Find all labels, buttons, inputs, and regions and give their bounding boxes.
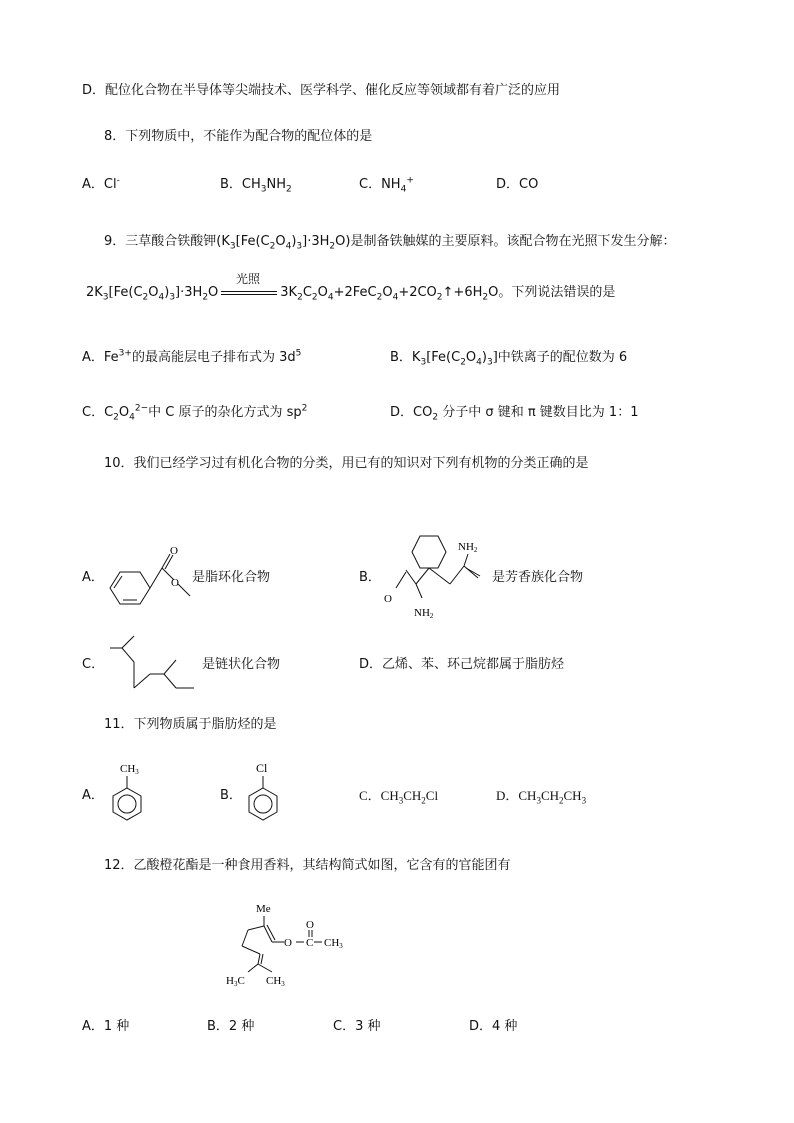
svg-text:H3C: H3C xyxy=(226,975,245,988)
question-10-option-c-label: C． xyxy=(82,657,105,672)
question-10-option-d: D．乙烯、苯、环己烷都属于脂肪烃 xyxy=(359,657,565,672)
question-10-option-a-text: 是脂环化合物 xyxy=(192,570,271,585)
question-12-option-c: C．3 种 xyxy=(333,1019,381,1034)
svg-text:NH2: NH2 xyxy=(458,541,478,554)
svg-text:NH2: NH2 xyxy=(414,607,434,620)
question-12-option-d: D．4 种 xyxy=(469,1019,518,1034)
question-9-stem: 9．三草酸合铁酸钾$(K_3[Fe(C_2O_4)_3]\cdot 3H_2O)$是制备铁触媒的主要原料。该配合物在光照下发生分解： xyxy=(104,234,676,252)
question-12-option-a: A．1 种 xyxy=(82,1019,130,1034)
toluene-structure xyxy=(104,758,154,830)
question-10-option-b-label: B． xyxy=(359,570,381,585)
question-9-equation: $2K_3[Fe(C_2O_4)_3]\cdot 3H_2O$ $3K_2C_2O_4+2FeC_2O_4+2CO_2↑+6H_2O$。下列说法错误的是 xyxy=(86,285,616,303)
equation-condition: 光照 xyxy=(236,272,261,286)
svg-text:CH3: CH3 xyxy=(120,763,139,776)
question-8-option-c: C．$NH_4^+$ xyxy=(359,175,414,195)
cyclohexane-amide-structure xyxy=(380,530,495,622)
svg-text:O: O xyxy=(306,919,314,931)
question-8-option-b: B．$CH_3NH_2$ xyxy=(220,177,292,195)
question-10-option-a-label: A． xyxy=(82,570,104,585)
svg-text:O: O xyxy=(384,593,392,605)
svg-text:CH3: CH3 xyxy=(324,937,343,950)
question-11-option-b-label: B． xyxy=(220,788,242,803)
question-8-option-a: A．Cl- xyxy=(82,175,120,192)
question-12-stem: 12．乙酸橙花酯是一种食用香料，其结构简式如图，它含有的官能团有 xyxy=(104,858,511,873)
svg-text:Me: Me xyxy=(256,903,271,915)
question-10-stem: 10．我们已经学习过有机化合物的分类，用已有的知识对下列有机物的分类正确的是 xyxy=(104,456,589,471)
question-8-stem: 8．下列物质中，不能作为配合物的配位体的是 xyxy=(104,129,373,144)
svg-text:CH3: CH3 xyxy=(266,975,285,988)
question-8-option-d: D．CO xyxy=(496,177,539,192)
question-12-option-b: B．2 种 xyxy=(207,1019,255,1034)
methyl-phenylacetate-structure xyxy=(104,538,196,610)
question-7-option-d: D．配位化合物在半导体等尖端技术、医学科学、催化反应等领域都有着广泛的应用 xyxy=(82,83,561,98)
branched-alkane-structure xyxy=(104,634,200,696)
svg-text:O: O xyxy=(171,577,179,589)
question-10-option-b-text: 是芳香族化合物 xyxy=(492,570,584,585)
svg-text:Cl: Cl xyxy=(256,761,268,775)
question-10-option-c-text: 是链状化合物 xyxy=(202,657,281,672)
question-11-option-a-label: A． xyxy=(82,788,104,803)
question-9-option-b: B．$K_3[Fe(C_2O_4)_3]$中铁离子的配位数为 6 xyxy=(390,350,628,368)
svg-text:O: O xyxy=(170,545,178,557)
question-9-option-d: D．$CO_2$ 分子中 σ 键和 π 键数目比为 1：1 xyxy=(390,405,639,423)
question-11-option-c: C．$CH_3CH_2Cl$ xyxy=(359,788,439,806)
chlorobenzene-structure xyxy=(240,758,290,830)
question-11-stem: 11．下列物质属于脂肪烃的是 xyxy=(104,717,277,732)
question-11-option-d: D．$CH_3CH_2CH_3$ xyxy=(496,788,587,806)
svg-text:O: O xyxy=(284,937,292,949)
question-9-option-c: C．$C_2O_4^{2-}$中 C 原子的杂化方式为 $sp^2$ xyxy=(82,403,308,423)
neryl-acetate-structure xyxy=(222,898,362,992)
svg-text:C: C xyxy=(306,937,314,949)
question-9-option-a: A．$Fe^{3+}$的最高能层电子排布式为 $3d^5$ xyxy=(82,348,302,365)
